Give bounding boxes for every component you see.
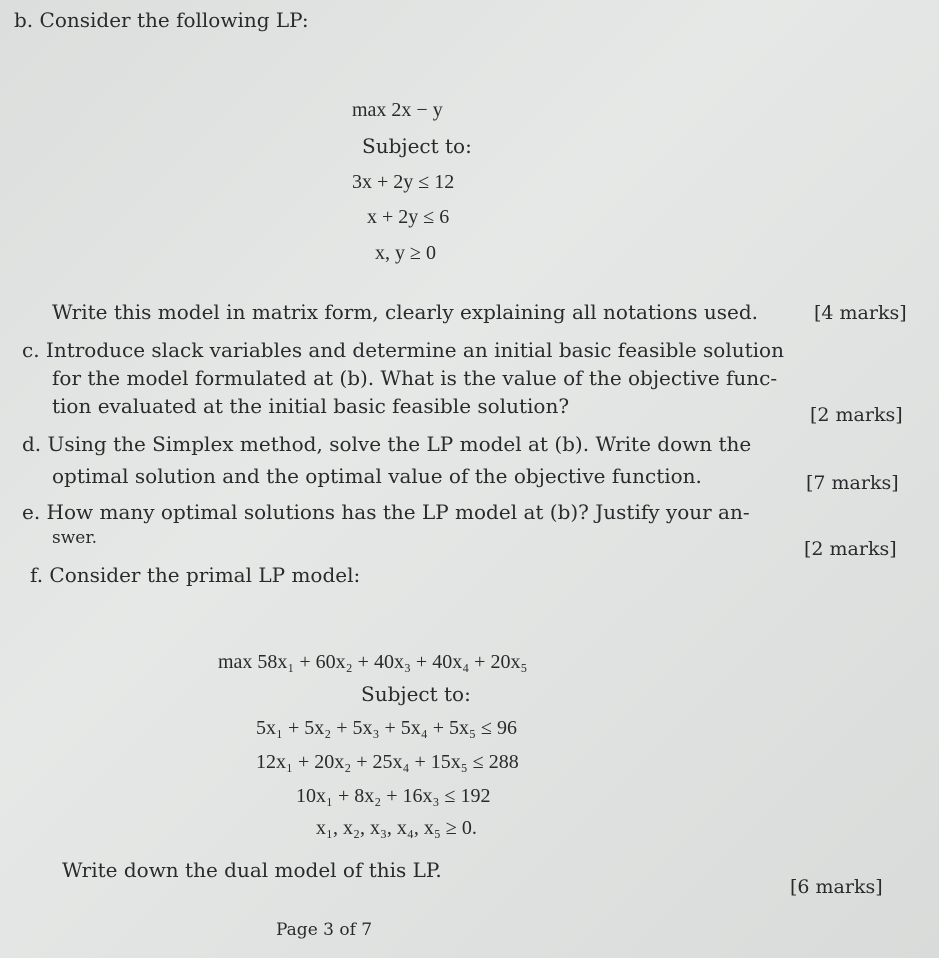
- part-f-constraint-2: 12x₁ + 20x₂ + 25x₄ + 15x₅ ≤ 288: [256, 751, 519, 773]
- part-f-constraint-4: x₁, x₂, x₃, x₄, x₅ ≥ 0.: [316, 817, 477, 839]
- part-f-constraint-1: 5x₁ + 5x₂ + 5x₃ + 5x₄ + 5x₅ ≤ 96: [256, 717, 517, 739]
- part-b-constraint-3: x, y ≥ 0: [375, 242, 436, 264]
- part-b-objective: max 2x − y: [352, 99, 443, 121]
- part-b-constraint-2: x + 2y ≤ 6: [367, 206, 450, 228]
- part-b-constraint-1: 3x + 2y ≤ 12: [352, 171, 455, 193]
- part-c-marks: [2 marks]: [810, 404, 903, 426]
- part-e-marks: [2 marks]: [804, 538, 897, 560]
- part-b-marks: [4 marks]: [814, 302, 907, 324]
- page-number: Page 3 of 7: [276, 920, 373, 940]
- part-f-objective: max 58x₁ + 60x₂ + 40x₃ + 40x₄ + 20x₅: [218, 651, 528, 673]
- part-f-heading: f. Consider the primal LP model:: [30, 563, 361, 587]
- part-c-line-2: for the model formulated at (b). What is the value of the objective func-: [52, 366, 778, 390]
- part-d-line-2: optimal solution and the optimal value of the objective function.: [52, 464, 702, 488]
- part-e-line-2: swer.: [52, 528, 97, 548]
- part-b-heading: b. Consider the following LP:: [14, 8, 309, 32]
- part-f-question: Write down the dual model of this LP.: [62, 858, 442, 882]
- part-c-line-3: tion evaluated at the initial basic feasible solution?: [52, 394, 570, 418]
- part-f-marks: [6 marks]: [790, 876, 883, 898]
- part-f-constraint-3: 10x₁ + 8x₂ + 16x₃ ≤ 192: [296, 785, 491, 807]
- part-b-subject-to: Subject to:: [362, 134, 472, 158]
- part-e-line-1: e. How many optimal solutions has the LP model at (b)? Justify your an-: [22, 500, 750, 524]
- part-b-question: Write this model in matrix form, clearly explaining all notations used.: [52, 300, 759, 324]
- part-d-marks: [7 marks]: [806, 472, 899, 494]
- part-c-line-1: c. Introduce slack variables and determine an initial basic feasible solution: [22, 338, 784, 362]
- part-f-subject-to: Subject to:: [361, 682, 471, 706]
- part-d-line-1: d. Using the Simplex method, solve the LP model at (b). Write down the: [22, 432, 752, 456]
